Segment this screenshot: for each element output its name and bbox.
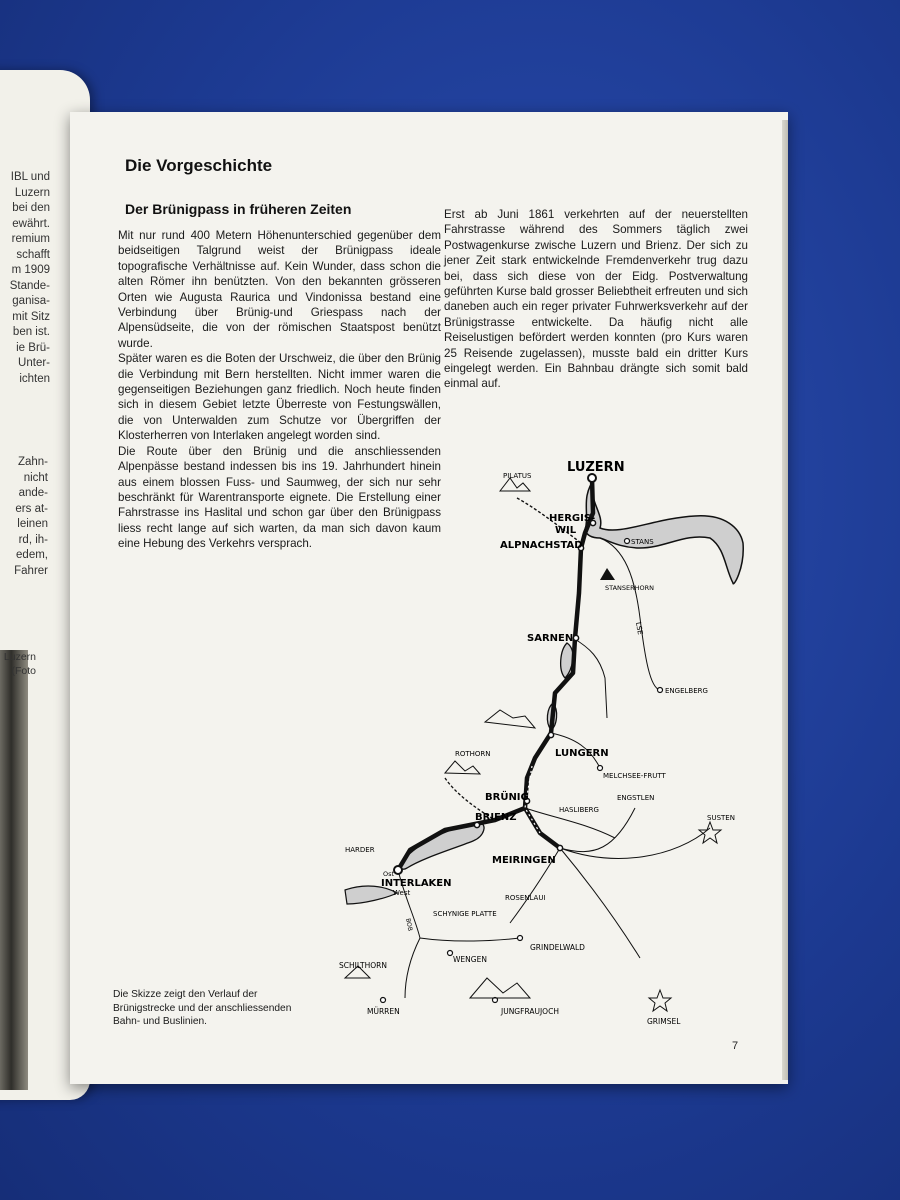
marker-grindelwald xyxy=(518,936,523,941)
label-bruenig: BRÜNIG xyxy=(485,792,529,803)
station-meiringen xyxy=(557,845,562,850)
label-hergiswil: WIL xyxy=(555,525,577,536)
label-wengen: WENGEN xyxy=(453,955,487,964)
marker-stans xyxy=(625,539,630,544)
label-jungfraujoch: JUNGFRAUJOCH xyxy=(501,1007,559,1016)
station-interlaken xyxy=(394,866,402,874)
label-interlaken-west: West xyxy=(393,889,411,897)
section-title: Der Brünigpass in früheren Zeiten xyxy=(125,201,352,217)
label-interlaken-ost: Ost xyxy=(383,870,395,878)
label-meiringen: MEIRINGEN xyxy=(492,855,556,866)
pass-star-icon xyxy=(699,822,721,843)
label-hasliberg: HASLIBERG xyxy=(559,806,599,814)
page-number: 7 xyxy=(732,1040,739,1052)
label-rosenlaui: ROSENLAUI xyxy=(505,894,546,902)
marker-wengen xyxy=(448,951,453,956)
label-bob: BOB xyxy=(404,917,414,932)
bob-line xyxy=(398,870,520,998)
station-luzern xyxy=(588,474,596,482)
left-page-photo xyxy=(0,650,28,1090)
label-lse: LSE xyxy=(634,621,645,636)
left-page-text-2: Zahn- nicht ande- ers at- leinen rd, ih- edem, Fahrer xyxy=(14,456,48,577)
marker-muerren xyxy=(381,998,386,1003)
label-schilthorn: SCHILTHORN xyxy=(339,961,387,970)
label-engelberg: ENGELBERG xyxy=(665,687,708,695)
label-alpnachstad: ALPNACHSTAD xyxy=(500,540,583,551)
label-muerren: MÜRREN xyxy=(367,1007,400,1016)
left-page-text: IBL und Luzern bei den ewährt. remium schafft m 1909 Stande- ganisa- mit Sitz ben ist. ie Brü- Unter- ichten xyxy=(9,171,50,385)
mountain-icon xyxy=(445,761,480,774)
label-grindelwald: GRINDELWALD xyxy=(530,943,585,952)
label-luzern: LUZERN xyxy=(567,460,625,475)
label-brienz: BRIENZ xyxy=(475,812,517,823)
mountain-icon xyxy=(600,568,615,580)
left-page-caption: Luzern (Foto xyxy=(3,651,36,677)
map-caption: Die Skizze zeigt den Verlauf der Brünigstrecke und der anschliessenden Bahn- und Buslinien. xyxy=(113,989,292,1027)
page-edge xyxy=(782,120,788,1080)
label-schynige-platte: SCHYNIGE PLATTE xyxy=(433,910,497,918)
route-map xyxy=(255,338,755,1038)
label-hergiswil: HERGIS- xyxy=(549,513,596,524)
lse-line xyxy=(600,538,660,690)
bus-lines xyxy=(510,638,710,958)
page-title: Die Vorgeschichte xyxy=(125,156,273,175)
lake-lucerne xyxy=(585,478,743,584)
paragraph: Später waren es die Boten der Urschweiz, die über den Brünig die Verbindung mit Bern herstellten. Nicht immer waren die gegenseitigen Beziehungen ganz friedlich. Noch heute finden sich in diesem Gebiet letzte Überreste von Festungswällen, die von Unterwalden zum Schutze vor Übergriffen der Klosterherren von Interlaken angelegt worden sind. xyxy=(118,352,441,443)
label-pilatus: PILATUS xyxy=(503,472,532,480)
paragraph: Mit nur rund 400 Metern Höhenunterschied gegenüber dem beidseitigen Talgrund weist der Brünigpass ideale topografische Verhältnisse auf. Kein Wunder, dass schon die alten Römer ihn benützten. Von den bekannten grösseren Orten wie Augusta Raurica und Vindonissa bestand eine Verbindung über Brünig-und Griespass nach der Alpensüdseite, die von der römischen Staatspost benützt wurde. xyxy=(118,229,441,350)
label-engstlen: ENGSTLEN xyxy=(617,794,655,802)
station-lungern xyxy=(548,732,553,737)
paragraph: Erst ab Juni 1861 verkehrten auf der neuerstellten Fahrstrasse während des Sommers täglich zwei Postwagenkurse zwische Luzern und Brienz. Der sich zu jener Zeit stark entwickelnde Fremdenverkehr trug dazu bei, dass sich diese von der Eidg. Postverwaltung geführten Kurse bald grosser Beliebtheit erfreuten und sich daneben auch ein reger privater Fuhrwerksverkehr auf der Brünigstrasse entwickelte. Da häufig nicht alle Reiselustigen befördert werden konnten (pro Kurs waren 25 Reisende zugelassen), musste bald ein dritter Kurs eingelegt werden. Ein Bahnbau drängte sich somit bald einmal auf. xyxy=(444,208,748,391)
marker-melchsee xyxy=(598,766,603,771)
label-stanserhorn: STANSERHORN xyxy=(605,584,655,592)
label-grimsel: GRIMSEL xyxy=(647,1017,681,1026)
pass-star-icon xyxy=(649,990,671,1011)
label-lungern: LUNGERN xyxy=(555,748,609,759)
mountain-icon xyxy=(470,978,530,998)
station-brienz xyxy=(474,822,479,827)
label-sarnen: SARNEN xyxy=(527,633,574,644)
mountain-icon xyxy=(485,710,535,728)
label-rothorn: ROTHORN xyxy=(455,750,491,758)
label-stans: STANS xyxy=(631,538,654,546)
paragraph: Die Route über den Brünig und die anschliessenden Alpenpässe bestand indessen bis ins 19. Jahrhundert hinein aus einem blossen Fuss- und Saumweg, der sich nur sehr beschränkt für Warentransporte eignete. Die Erstellung einer Fahrstrasse ins Haslital und schon gar über den Brünigpass liess recht lange auf sich warten, da man sich davon kaum eine Hebung des Verkehrs versprach. xyxy=(118,444,441,551)
marker-engelberg xyxy=(658,688,663,693)
station-sarnen xyxy=(573,635,578,640)
label-interlaken: INTERLAKEN xyxy=(381,878,452,889)
label-melchsee: MELCHSEE-FRUTT xyxy=(603,772,666,780)
label-susten: SUSTEN xyxy=(707,814,735,822)
label-harder: HARDER xyxy=(345,846,375,854)
